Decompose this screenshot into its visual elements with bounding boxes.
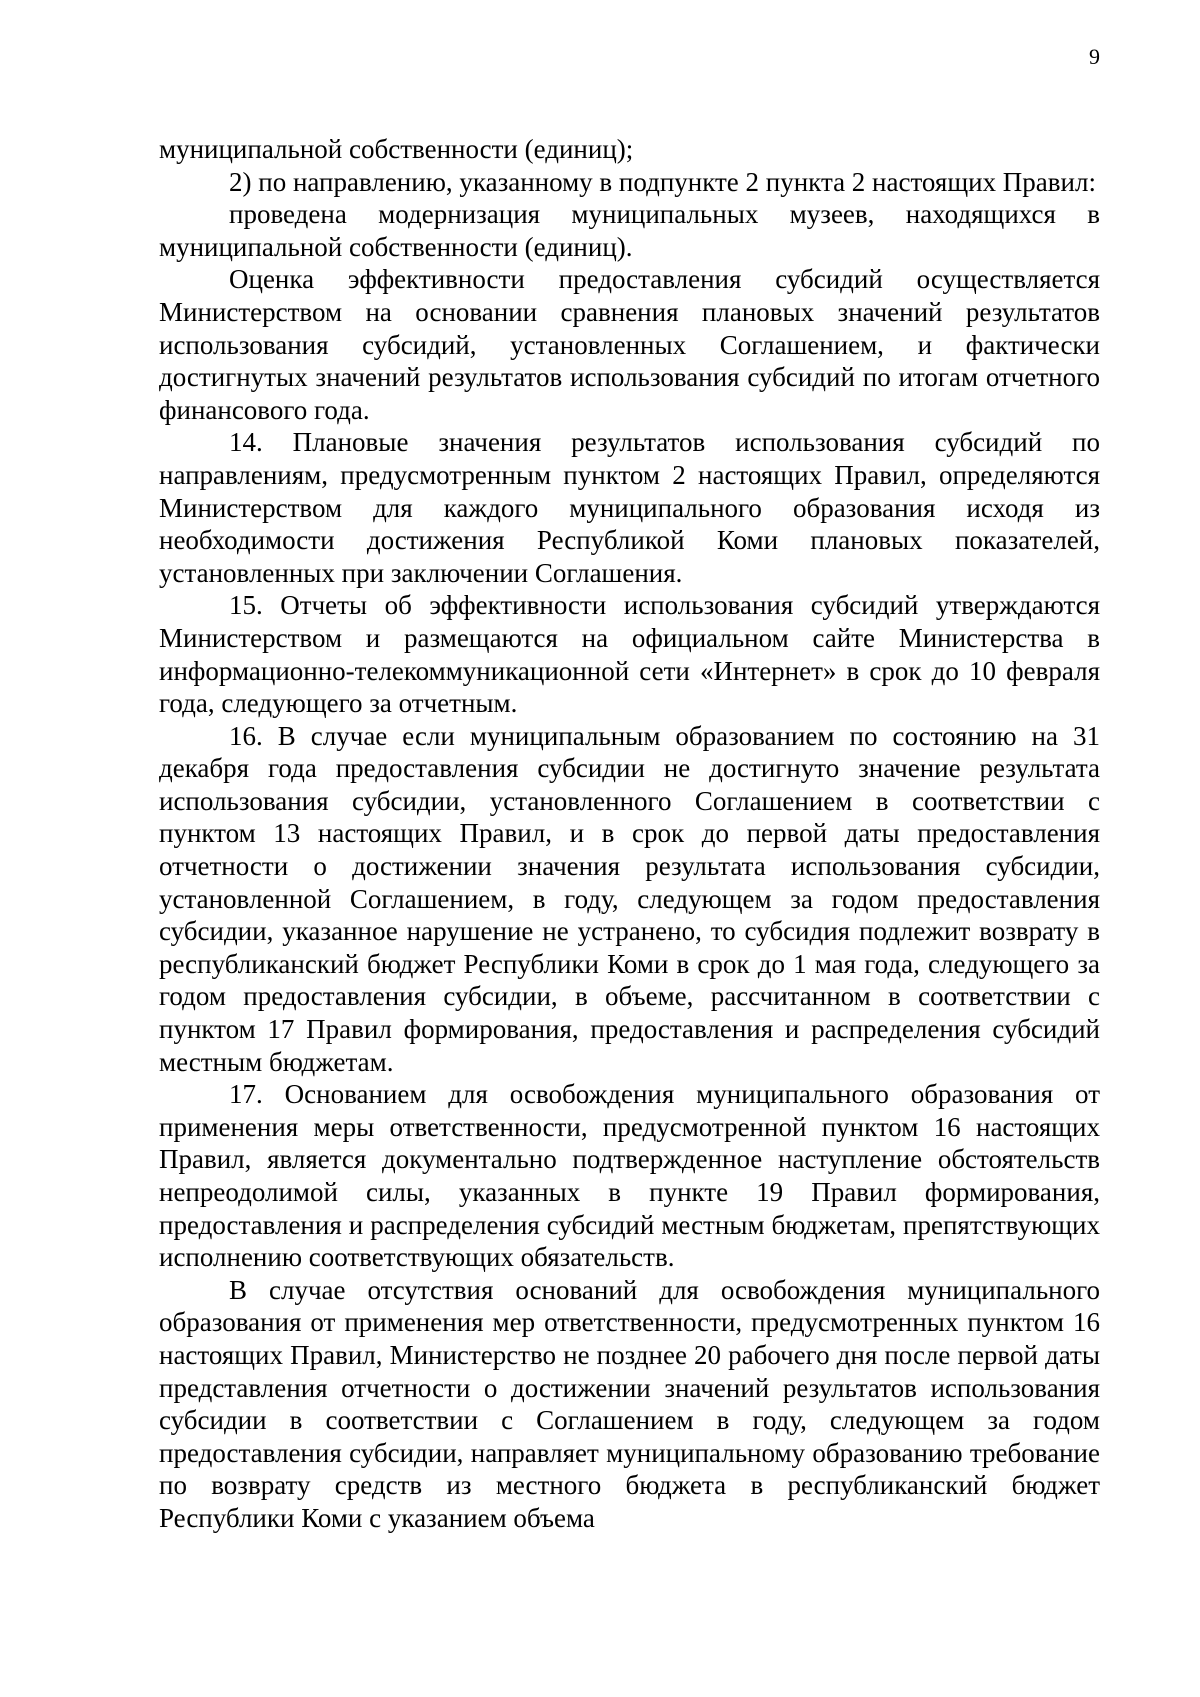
paragraph-2: 2) по направлению, указанному в подпункте 2 пункта 2 настоящих Правил:	[229, 166, 1096, 197]
paragraph-1: муниципальной собственности (единиц);	[159, 134, 634, 164]
paragraph-5: 14. Плановые значения результатов использования субсидий по направлениям, предусмотренным пунктом 2 настоящих Правил, определяются Министерством для каждого муниципального образования исходя из необходимости достижения Республикой Коми плановых показателей, установленных при заключении Соглашения.	[159, 427, 1100, 588]
paragraph-6: 15. Отчеты об эффективности использования субсидий утверждаются Министерством и размещаются на официальном сайте Министерства в информационно-телекоммуникационной сети «Интернет» в срок до 10 февраля года, следующего за отчетным.	[159, 590, 1100, 719]
paragraph-4: Оценка эффективности предоставления субсидий осуществляется Министерством на основании сравнения плановых значений результатов использования субсидий, установленных Соглашением, и фактически достигнутых значений результатов использования субсидий по итогам отчетного финансового года.	[159, 264, 1100, 425]
paragraph-3: проведена модернизация муниципальных музеев, находящихся в муниципальной собственности (единиц).	[159, 199, 1100, 262]
page-number: 9	[1089, 44, 1100, 69]
paragraph-7: 16. В случае если муниципальным образованием по состоянию на 31 декабря года предоставления субсидии не достигнуто значение результата использования субсидии, установленного Соглашением в соответствии с пунктом 13 настоящих Правил, и в срок до первой даты предоставления отчетности о достижении значения результата использования субсидии, установленной Соглашением, в году, следующем за годом предоставления субсидии, указанное нарушение не устранено, то субсидия подлежит возврату в республиканский бюджет Республики Коми в срок до 1 мая года, следующего за годом предоставления субсидии, в объеме, рассчитанном в соответствии с пунктом 17 Правил формирования, предоставления и распределения субсидий местным бюджетам.	[159, 720, 1100, 1077]
document-body	[159, 133, 1100, 1535]
paragraph-9: В случае отсутствия оснований для освобождения муниципального образования от применения мер ответственности, предусмотренных пунктом 16 настоящих Правил, Министерство не позднее 20 рабочего дня после первой даты представления отчетности о достижении значений результатов использования субсидии в соответствии с Соглашением в году, следующем за годом предоставления субсидии, направляет муниципальному образованию требование по возврату средств из местного бюджета в республиканский бюджет Республики Коми с указанием объема	[159, 1274, 1100, 1533]
paragraph-8: 17. Основанием для освобождения муниципального образования от применения меры ответственности, предусмотренной пунктом 16 настоящих Правил, является документально подтвержденное наступление обстоятельств непреодолимой силы, указанных в пункте 19 Правил формирования, предоставления и распределения субсидий местным бюджетам, препятствующих исполнению соответствующих обязательств.	[159, 1079, 1100, 1273]
